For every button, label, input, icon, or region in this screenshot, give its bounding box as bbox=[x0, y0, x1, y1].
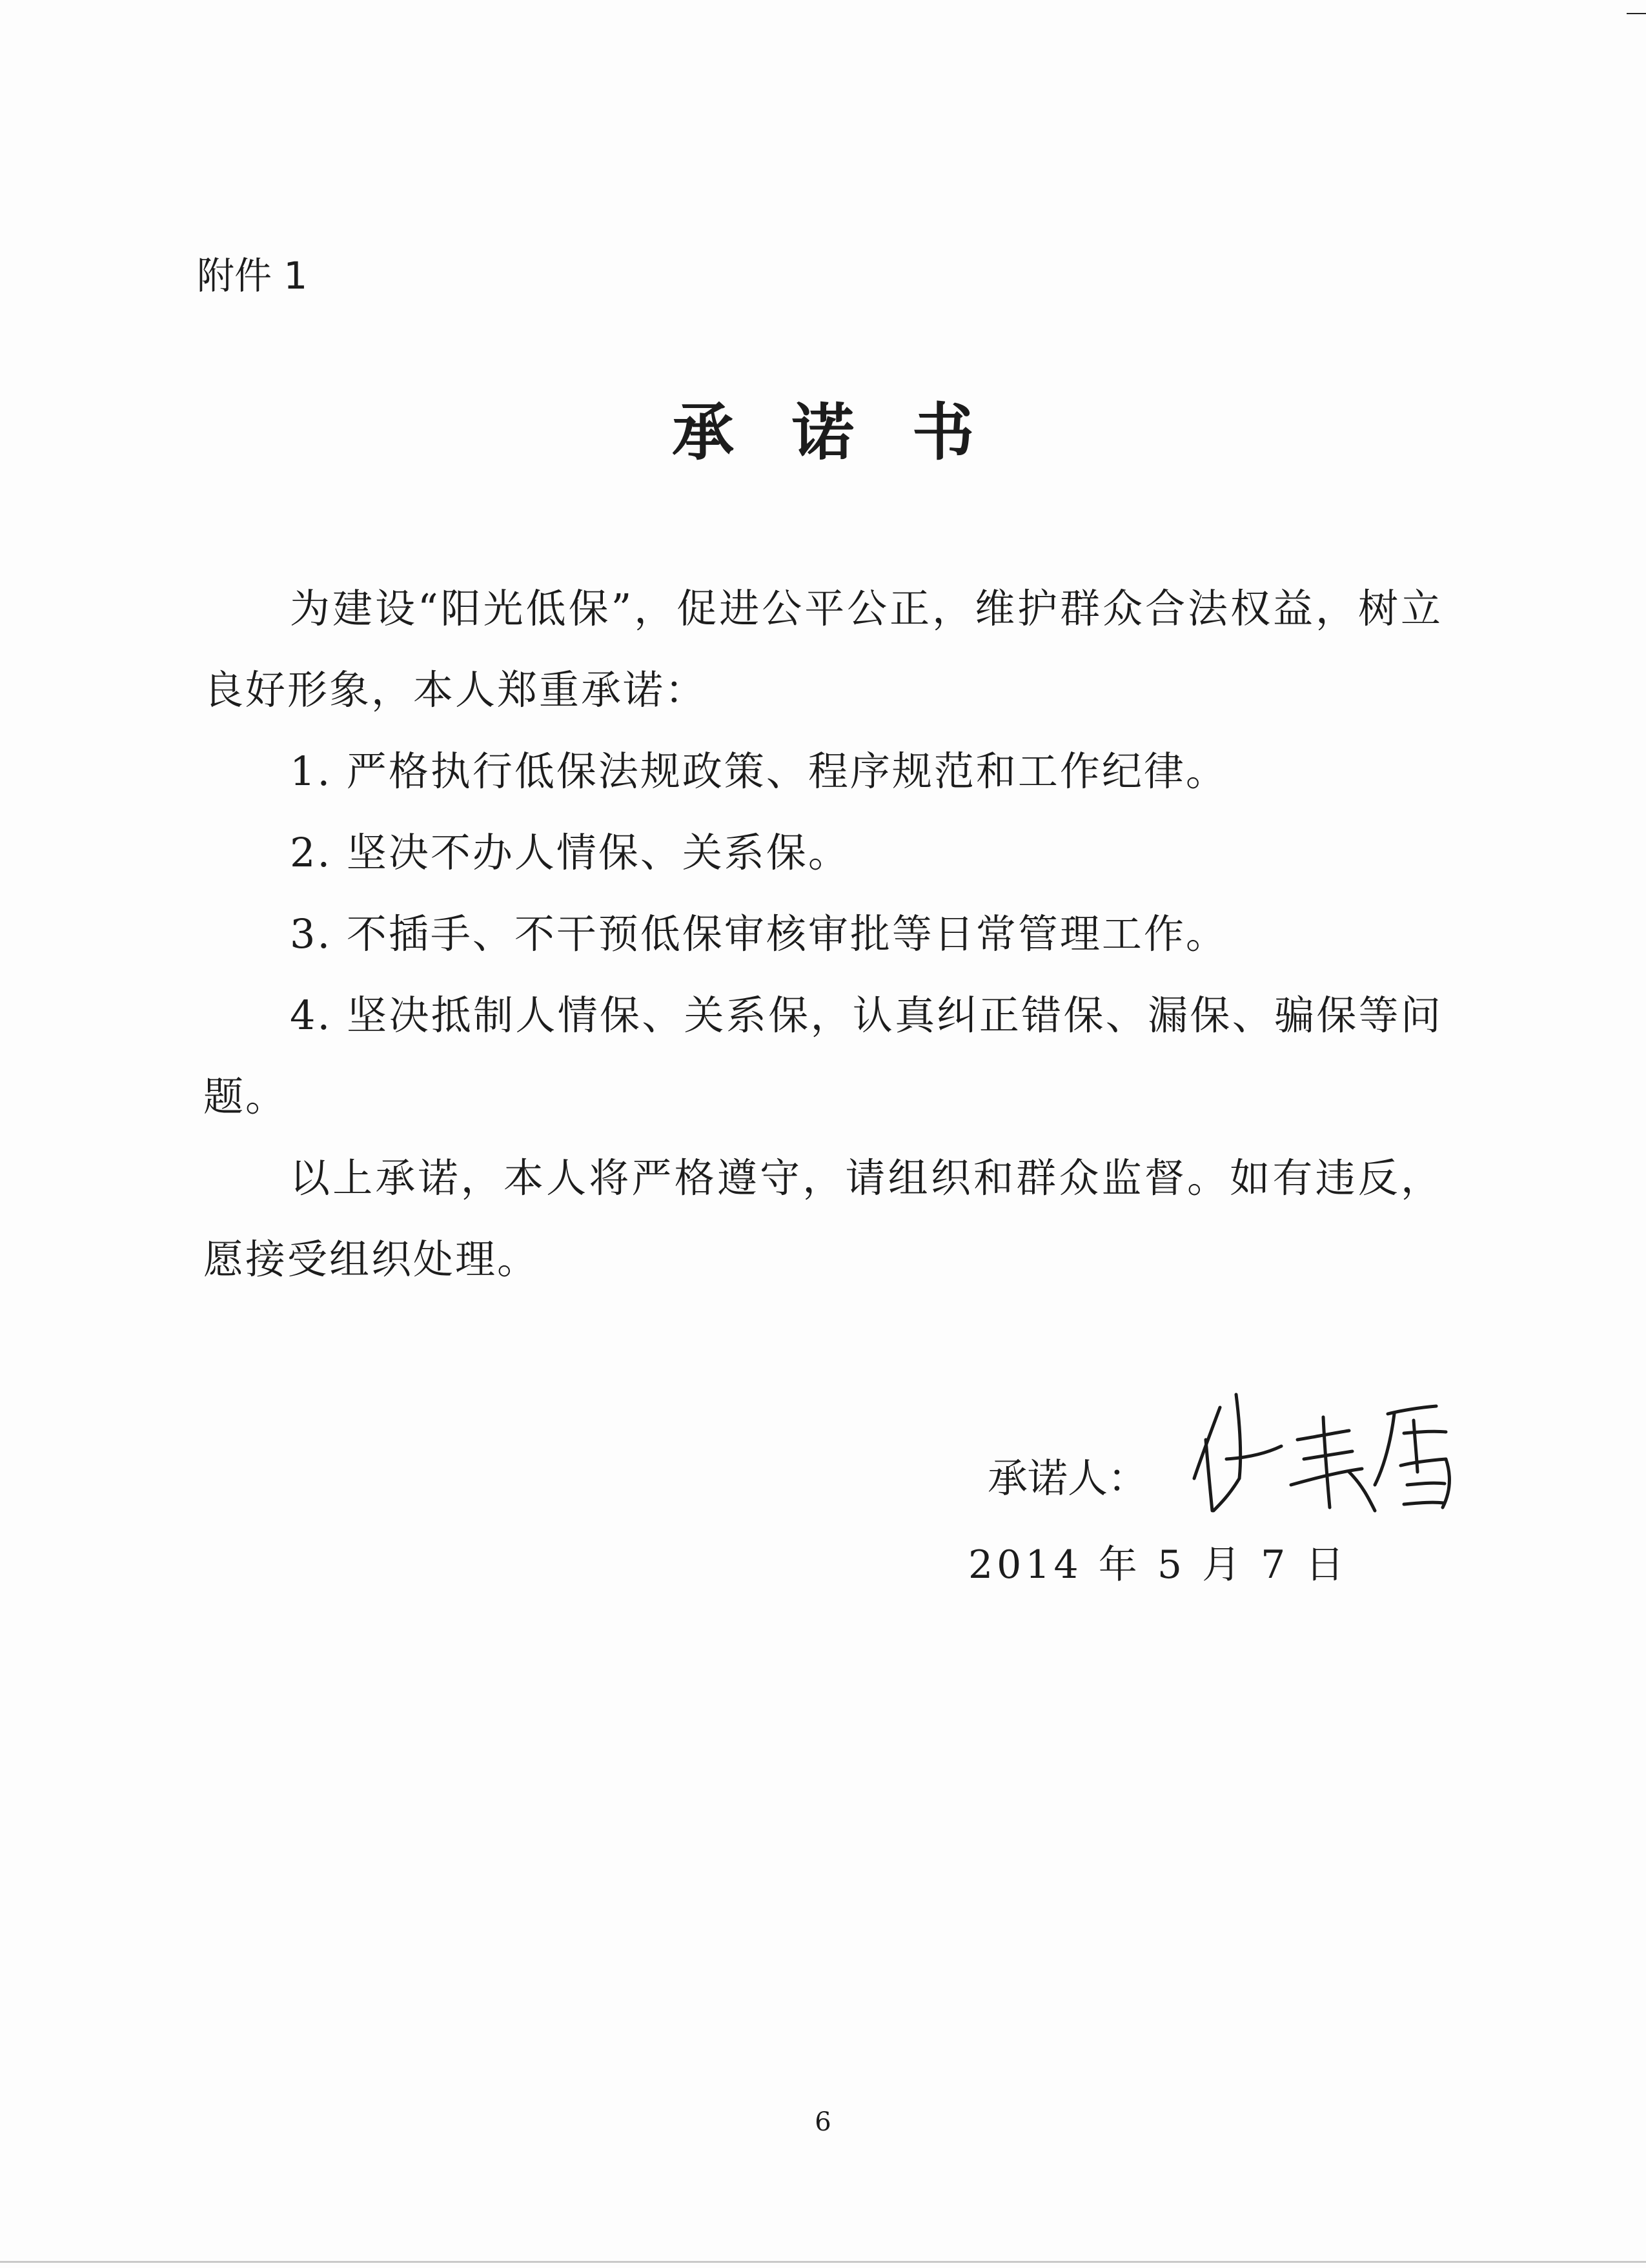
paragraph-intro: 为建设“阳光低保”，促进公平公正，维护群众合法权益，树立良好形象，本人郑重承诺： bbox=[203, 585, 1443, 713]
paragraph-item-2: 2. 坚决不办人情保、关系保。 bbox=[290, 829, 850, 876]
document-title: 承诺书 bbox=[672, 396, 1032, 469]
signature-label: 承诺人： bbox=[988, 1455, 1148, 1502]
paragraph-item-1: 1. 严格执行低保法规政策、程序规范和工作纪律。 bbox=[290, 748, 1228, 795]
signature-date: 2014 年 5 月 7 日 bbox=[968, 1542, 1348, 1588]
paragraph-item-3: 3. 不插手、不干预低保审核审批等日常管理工作。 bbox=[290, 910, 1228, 957]
page-number: 6 bbox=[815, 2107, 831, 2137]
signature-block bbox=[988, 1382, 1504, 1530]
paragraph-item-4: 4. 坚决抵制人情保、关系保，认真纠正错保、漏保、骗保等问题。 bbox=[203, 992, 1443, 1120]
scan-edge bbox=[0, 2261, 1646, 2263]
attachment-label: 附件 1 bbox=[197, 254, 308, 298]
scan-mark bbox=[1627, 13, 1646, 14]
handwritten-signature bbox=[1175, 1382, 1485, 1530]
paragraph-closing: 以上承诺，本人将严格遵守，请组织和群众监督。如有违反，愿接受组织处理。 bbox=[203, 1154, 1443, 1283]
document-body bbox=[203, 568, 1443, 1300]
